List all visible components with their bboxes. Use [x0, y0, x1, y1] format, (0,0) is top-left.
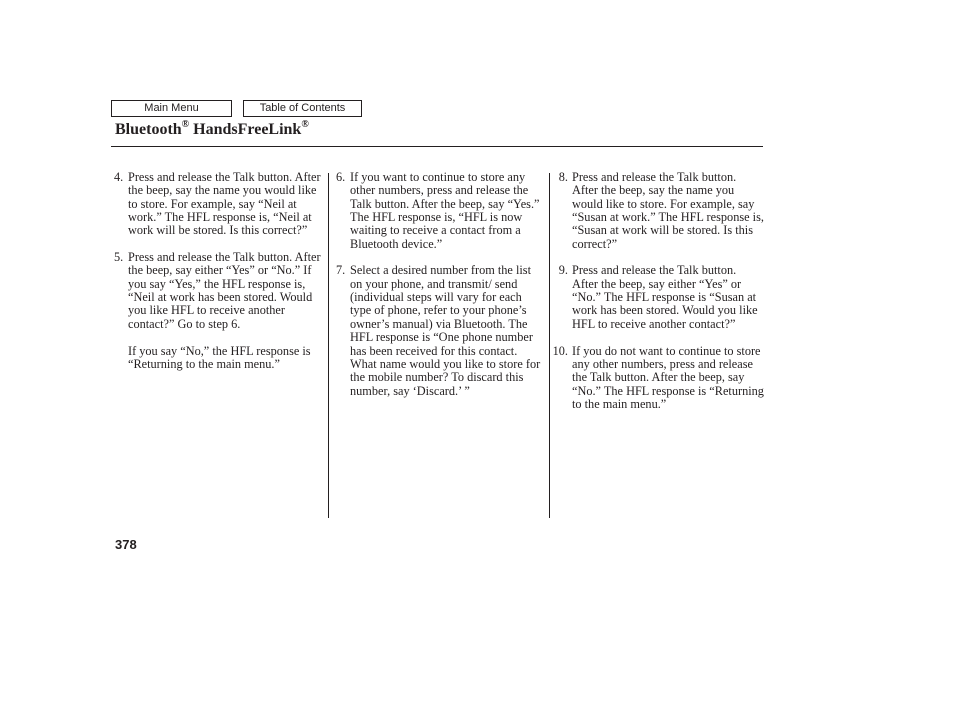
step-10 — [552, 345, 764, 412]
step-text: If you want to continue to store any other numbers, press and release the Talk button. After the beep, say “Yes.” The HFL response is, “HFL is now waiting to receive a contact from a Bluetooth device.” — [350, 170, 540, 251]
step-number: 4. — [114, 170, 124, 184]
step-5 — [114, 251, 321, 331]
step-number: 9. — [558, 263, 568, 278]
step-7 — [336, 264, 543, 397]
registered-mark: ® — [301, 119, 309, 130]
step-number: 7. — [336, 263, 346, 278]
column-divider — [549, 173, 550, 518]
step-text: Press and release the Talk button. After the beep, say the name you would like to store. For example, say “Susan at work.” The HFL response is, “Susan at work will be stored. Is this correct?” — [572, 170, 764, 251]
page-number: 378 — [115, 537, 137, 552]
step-text: Press and release the Talk button. After the beep, say the name you would like to store. For example, say “Neil at work.” The HFL response is, “Neil at work will be stored. Is this correct?” — [128, 170, 321, 238]
text-column-1 — [114, 171, 321, 371]
step-5-note: If you say “No,” the HFL response is “Returning to the main menu.” — [128, 343, 311, 371]
step-8 — [552, 171, 764, 251]
step-number: 6. — [336, 170, 346, 184]
step-6 — [336, 171, 543, 251]
text-column-2 — [336, 171, 543, 411]
page-title — [115, 121, 309, 139]
header-rule — [111, 146, 763, 147]
main-menu-button[interactable]: Main Menu — [111, 100, 232, 117]
registered-mark: ® — [181, 119, 190, 130]
step-text: Press and release the Talk button. After the beep, say either “Yes” or “No.” The HFL response is “Susan at work has been stored. Would you like HFL to receive another contact?” — [572, 263, 758, 331]
step-text: If you do not want to continue to store any other numbers, press and release the Talk button. After the beep, say “No.” The HFL response is “Returning to the main menu.” — [572, 343, 764, 411]
table-of-contents-button[interactable]: Table of Contents — [243, 100, 362, 117]
step-9 — [552, 264, 764, 331]
step-number: 8. — [558, 170, 568, 184]
step-4 — [114, 171, 321, 238]
title-handsfreelink: HandsFreeLink — [189, 121, 302, 138]
column-divider — [328, 173, 329, 518]
step-number: 5. — [114, 250, 124, 265]
step-text: Select a desired number from the list on your phone, and transmit/ send (individual steps will vary for each type of phone, refer to your phone’s owner’s manual) via Bluetooth. The HFL response is “One phone number has been received for this contact. What name would you like to store for the mobile number? To discard this number, say ‘Discard.’ ” — [350, 263, 541, 398]
title-bluetooth: Bluetooth — [115, 121, 182, 138]
step-text: Press and release the Talk button. After the beep, say either “Yes” or “No.” If you say “Yes,” the HFL response is, “Neil at work has been stored. Would you like HFL to receive another contact?” Go to step 6. — [128, 250, 321, 331]
step-number: 10. — [552, 343, 568, 358]
text-column-3 — [552, 171, 764, 425]
